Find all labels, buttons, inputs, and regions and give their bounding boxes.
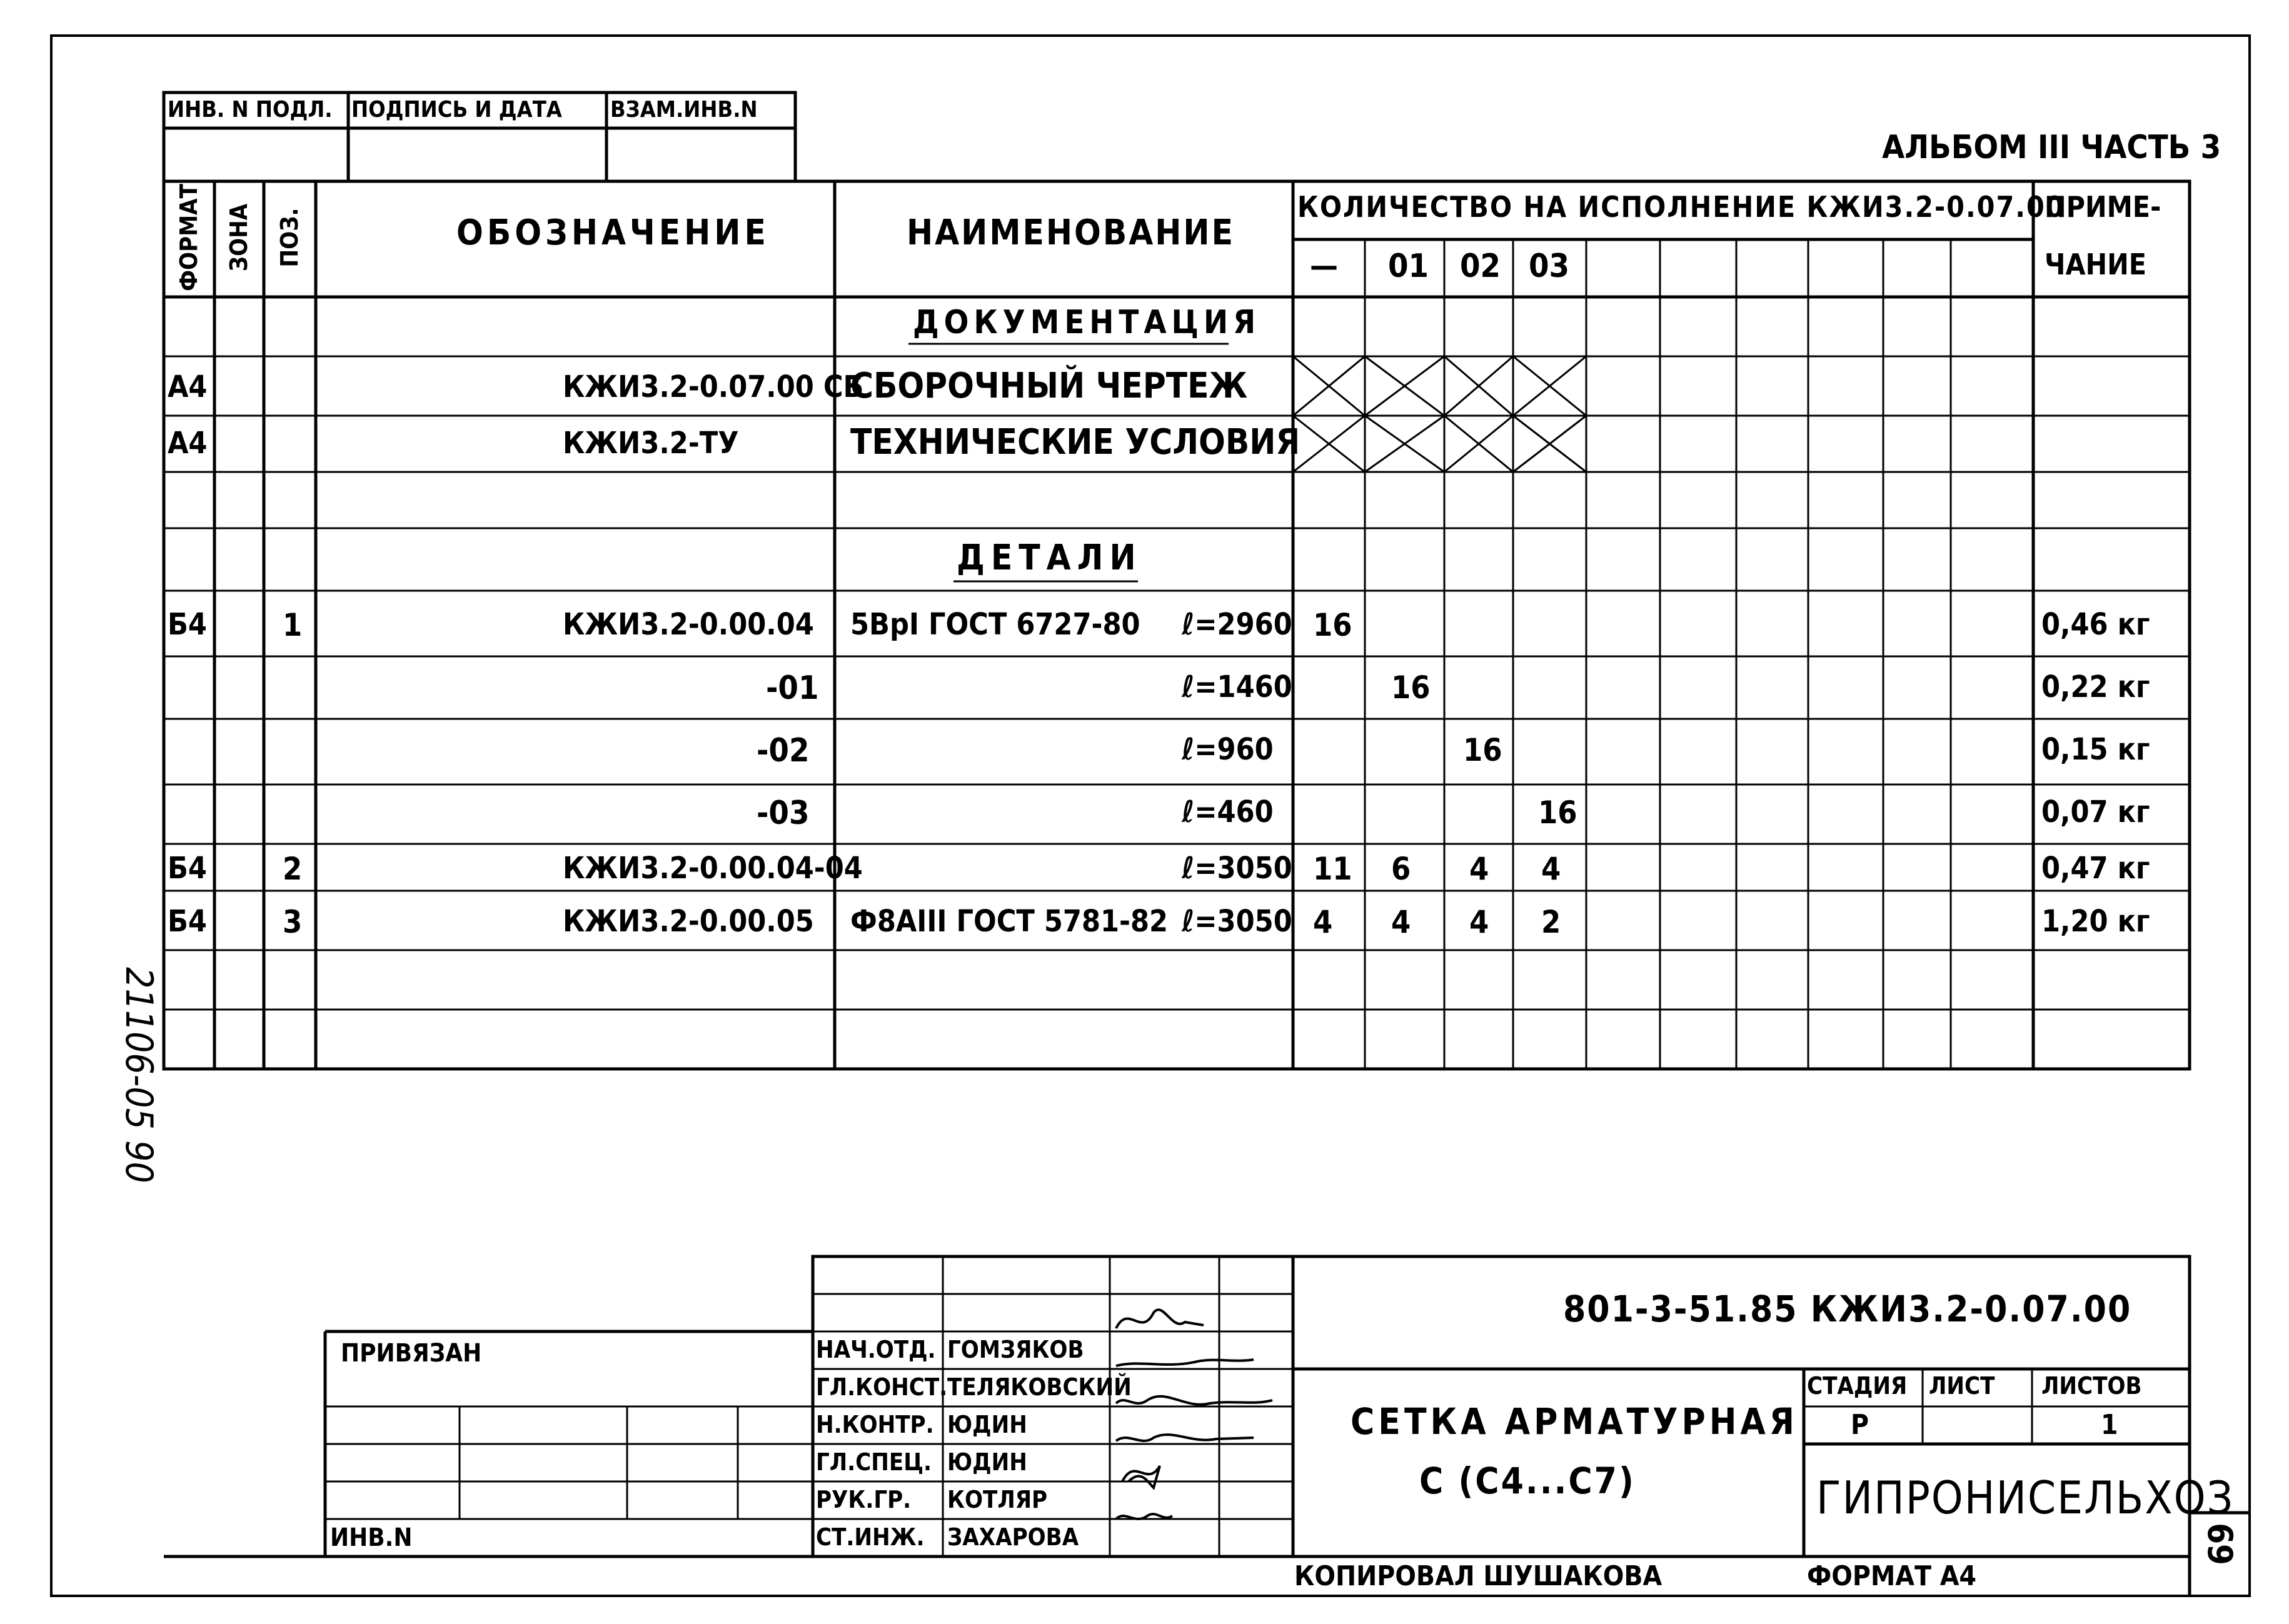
- side-note: 21106-05 90: [117, 967, 161, 1183]
- row-format: Б4: [168, 851, 207, 886]
- row-note: 0,22 кг: [2041, 669, 2150, 704]
- podpis-data-label: ПОДПИСЬ И ДАТА: [351, 97, 562, 123]
- staff-role: ГЛ.СПЕЦ.: [816, 1448, 932, 1476]
- row-note: 0,46 кг: [2041, 607, 2150, 642]
- header-zona: ЗОНА: [225, 203, 253, 272]
- row-qty: 4: [1469, 851, 1489, 887]
- row-qty: 2: [1541, 904, 1561, 940]
- section-details: ДЕТАЛИ: [957, 538, 1142, 578]
- title-line1: СЕТКА АРМАТУРНАЯ: [1351, 1400, 1798, 1443]
- variant-02: 02: [1460, 248, 1501, 285]
- copied-by: КОПИРОВАЛ ШУШАКОВА: [1294, 1560, 1663, 1592]
- stadiya-label: СТАДИЯ: [1807, 1372, 1908, 1400]
- header-poz: ПОЗ.: [276, 208, 303, 268]
- row-qty: 16: [1463, 732, 1502, 768]
- row-format: А4: [168, 426, 208, 461]
- row-length: ℓ=460: [1182, 794, 1274, 830]
- row-designation: -03: [757, 794, 810, 832]
- staff-role: СТ.ИНЖ.: [816, 1523, 925, 1551]
- row-poz: 1: [283, 607, 303, 643]
- row-name: ТЕХНИЧЕСКИЕ УСЛОВИЯ: [850, 422, 1300, 463]
- row-length: ℓ=960: [1182, 732, 1274, 767]
- row-designation: КЖИ3.2-ТУ: [563, 426, 739, 461]
- staff-role: Н.КОНТР.: [816, 1411, 934, 1438]
- listov-label: ЛИСТОВ: [2041, 1372, 2142, 1400]
- signature-scribbles: [1110, 1300, 1291, 1550]
- row-designation: -02: [757, 732, 810, 769]
- title-line2: С (С4...С7): [1419, 1460, 1636, 1502]
- row-designation: КЖИ3.2-0.00.04: [563, 607, 814, 642]
- row-qty: 4: [1313, 904, 1333, 940]
- staff-role: РУК.ГР.: [816, 1486, 912, 1513]
- section-documentation: ДОКУМЕНТАЦИЯ: [913, 304, 1261, 341]
- inv-n-label: ИНВ.N: [330, 1523, 413, 1552]
- row-length: ℓ=1460: [1182, 669, 1292, 704]
- row-length: ℓ=3050: [1182, 851, 1292, 886]
- variant-03: 03: [1529, 248, 1570, 285]
- staff-name: ТЕЛЯКОВСКИЙ: [947, 1373, 1132, 1401]
- row-qty: 16: [1391, 669, 1431, 706]
- listov-value: 1: [2101, 1409, 2118, 1441]
- organization-name: ГИПРОНИСЕЛЬХОЗ: [1816, 1471, 2235, 1524]
- staff-name: ЮДИН: [947, 1411, 1027, 1438]
- variant-01: 01: [1388, 248, 1429, 285]
- format-label: ФОРМАТ А4: [1807, 1560, 1976, 1592]
- row-note: 0,47 кг: [2041, 851, 2150, 886]
- inv-podl-label: ИНВ. N ПОДЛ.: [168, 97, 333, 123]
- variant-base: —: [1310, 248, 1338, 284]
- row-name: Ф8АIII ГОСТ 5781-82: [850, 904, 1169, 939]
- row-length: ℓ=3050: [1182, 904, 1292, 939]
- header-oboznachenie: ОБОЗНАЧЕНИЕ: [456, 213, 770, 253]
- row-designation: КЖИ3.2-0.00.05: [563, 904, 814, 939]
- row-note: 1,20 кг: [2041, 904, 2150, 939]
- row-note: 0,07 кг: [2041, 794, 2150, 830]
- header-kolichestvo: КОЛИЧЕСТВО НА ИСПОЛНЕНИЕ КЖИ3.2-0.07.00: [1297, 190, 2065, 224]
- header-naimenovanie: НАИМЕНОВАНИЕ: [907, 213, 1235, 253]
- header-format: ФОРМАТ: [175, 184, 203, 291]
- row-name: СБОРОЧНЫЙ ЧЕРТЕЖ: [850, 366, 1248, 406]
- row-name: 5ВрI ГОСТ 6727-80: [850, 607, 1140, 642]
- row-designation: КЖИ3.2-0.07.00 СБ: [563, 369, 864, 404]
- row-poz: 3: [283, 904, 303, 940]
- privyazan-label: ПРИВЯЗАН: [341, 1339, 482, 1368]
- row-qty: 6: [1391, 851, 1411, 887]
- row-note: 0,15 кг: [2041, 732, 2150, 767]
- row-qty: 11: [1313, 851, 1352, 887]
- row-qty: 4: [1391, 904, 1411, 940]
- staff-name: ЮДИН: [947, 1448, 1027, 1476]
- document-code: 801-3-51.85 КЖИ3.2-0.07.00: [1563, 1288, 2132, 1330]
- row-format: Б4: [168, 607, 207, 642]
- row-designation: КЖИ3.2-0.00.04-04: [563, 851, 863, 886]
- stadiya-value: Р: [1851, 1409, 1869, 1441]
- row-designation: -01: [766, 669, 819, 707]
- header-chanie: ЧАНИЕ: [2045, 248, 2147, 281]
- staff-name: КОТЛЯР: [947, 1486, 1048, 1513]
- row-format: Б4: [168, 904, 207, 939]
- row-length: ℓ=2960: [1182, 607, 1292, 642]
- row-qty: 16: [1538, 794, 1577, 831]
- row-qty: 4: [1541, 851, 1561, 887]
- row-format: А4: [168, 369, 208, 404]
- row-qty: 4: [1469, 904, 1489, 940]
- sheet-number: 69: [2200, 1523, 2240, 1565]
- row-qty: 16: [1313, 607, 1352, 643]
- staff-name: ЗАХАРОВА: [947, 1523, 1079, 1551]
- vzam-inv-label: ВЗАМ.ИНВ.N: [610, 97, 758, 123]
- row-poz: 2: [283, 851, 303, 887]
- staff-role: ГЛ.КОНСТ.: [816, 1373, 948, 1401]
- header-prime: ПРИМЕ-: [2045, 190, 2161, 224]
- staff-name: ГОМЗЯКОВ: [947, 1336, 1084, 1363]
- album-label: АЛЬБОМ III ЧАСТЬ 3: [1882, 129, 2221, 166]
- staff-role: НАЧ.ОТД.: [816, 1336, 936, 1363]
- list-label: ЛИСТ: [1929, 1372, 1995, 1400]
